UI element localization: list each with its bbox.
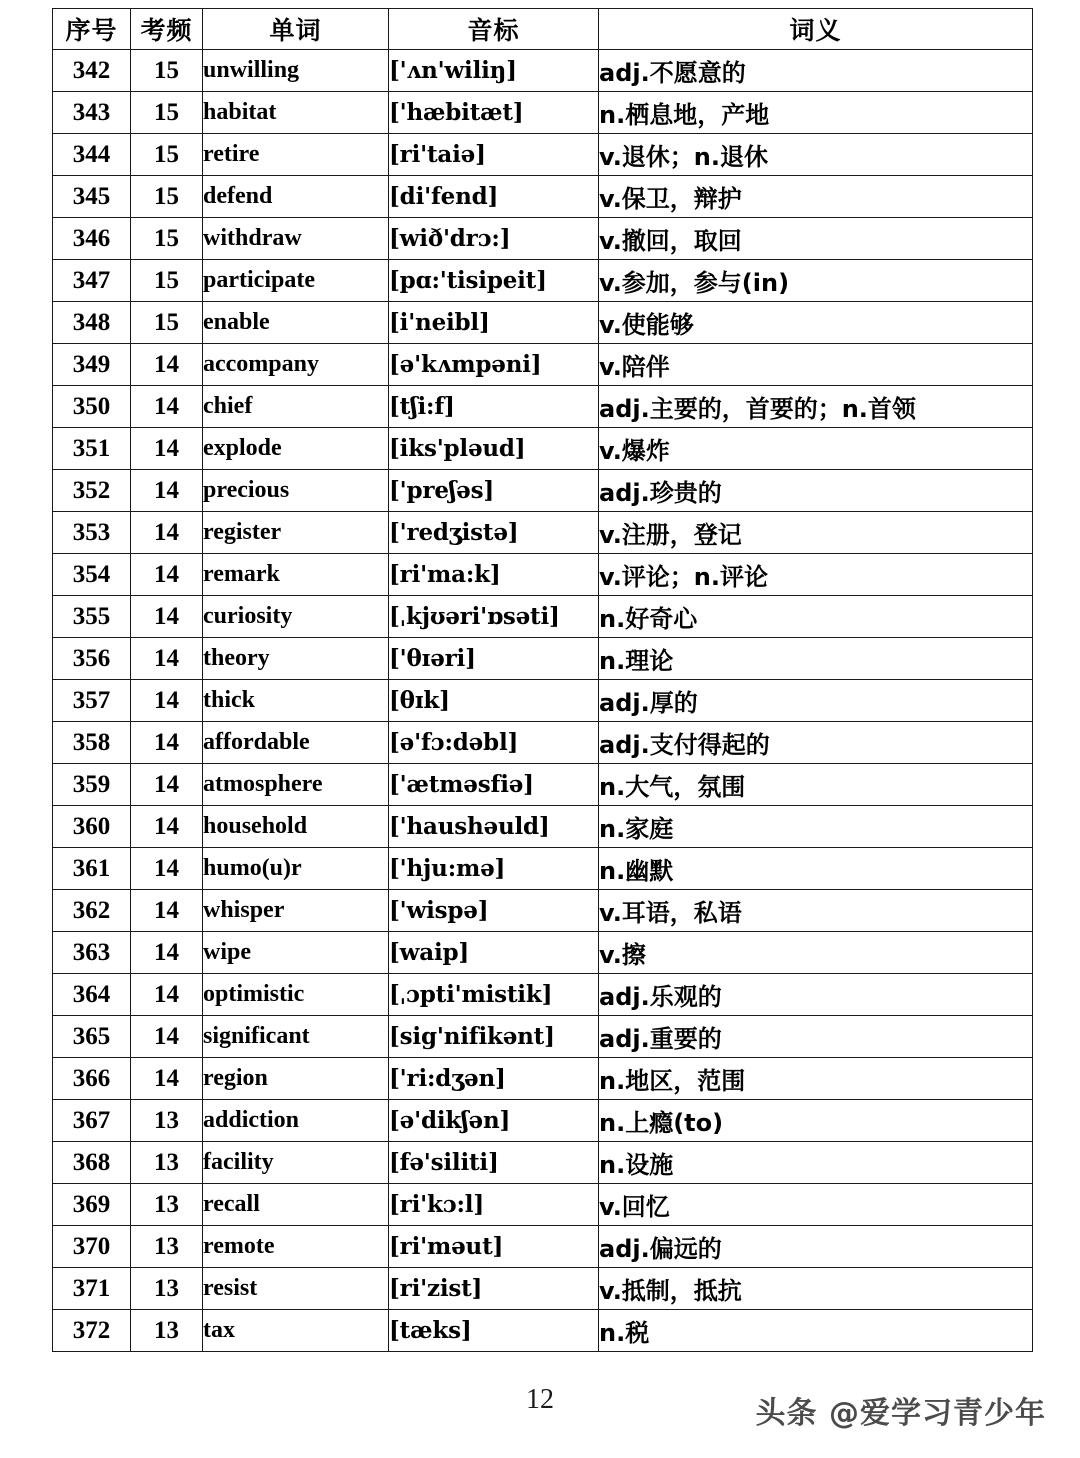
cell-word: wipe <box>203 932 389 974</box>
cell-frequency: 14 <box>131 428 203 470</box>
cell-frequency: 13 <box>131 1100 203 1142</box>
cell-frequency: 14 <box>131 680 203 722</box>
table-row <box>53 1058 1033 1100</box>
cell-frequency: 14 <box>131 344 203 386</box>
cell-meaning: v.参加，参与(in) <box>599 260 1033 302</box>
cell-word: optimistic <box>203 974 389 1016</box>
cell-phonetic: [ˌkjʊəri'ɒsəti] <box>389 596 599 638</box>
cell-word: remote <box>203 1226 389 1268</box>
cell-frequency: 14 <box>131 554 203 596</box>
cell-serial-number: 357 <box>53 680 131 722</box>
cell-serial-number: 360 <box>53 806 131 848</box>
cell-frequency: 14 <box>131 932 203 974</box>
cell-phonetic: [tæks] <box>389 1310 599 1352</box>
table-row <box>53 932 1033 974</box>
cell-meaning: v.爆炸 <box>599 428 1033 470</box>
table-row <box>53 1226 1033 1268</box>
cell-meaning: n.大气，氛围 <box>599 764 1033 806</box>
cell-frequency: 14 <box>131 386 203 428</box>
table-row <box>53 260 1033 302</box>
cell-frequency: 15 <box>131 302 203 344</box>
cell-serial-number: 343 <box>53 92 131 134</box>
cell-word: whisper <box>203 890 389 932</box>
cell-phonetic: [i'neibl] <box>389 302 599 344</box>
cell-phonetic: [waip] <box>389 932 599 974</box>
vocabulary-table <box>52 8 1033 1352</box>
cell-frequency: 14 <box>131 512 203 554</box>
cell-word: resist <box>203 1268 389 1310</box>
table-row <box>53 218 1033 260</box>
cell-meaning: n.家庭 <box>599 806 1033 848</box>
cell-serial-number: 346 <box>53 218 131 260</box>
cell-word: habitat <box>203 92 389 134</box>
cell-phonetic: [di'fend] <box>389 176 599 218</box>
table-row <box>53 722 1033 764</box>
cell-word: theory <box>203 638 389 680</box>
cell-serial-number: 358 <box>53 722 131 764</box>
cell-frequency: 14 <box>131 974 203 1016</box>
cell-frequency: 14 <box>131 1016 203 1058</box>
table-row <box>53 134 1033 176</box>
cell-serial-number: 356 <box>53 638 131 680</box>
cell-meaning: adj.乐观的 <box>599 974 1033 1016</box>
cell-frequency: 14 <box>131 596 203 638</box>
cell-meaning: n.税 <box>599 1310 1033 1352</box>
cell-serial-number: 355 <box>53 596 131 638</box>
cell-frequency: 14 <box>131 1058 203 1100</box>
cell-serial-number: 369 <box>53 1184 131 1226</box>
cell-word: register <box>203 512 389 554</box>
cell-meaning: v.使能够 <box>599 302 1033 344</box>
cell-meaning: v.保卫，辩护 <box>599 176 1033 218</box>
cell-frequency: 14 <box>131 470 203 512</box>
table-row <box>53 680 1033 722</box>
cell-word: retire <box>203 134 389 176</box>
cell-meaning: v.回忆 <box>599 1184 1033 1226</box>
table-row <box>53 470 1033 512</box>
cell-word: withdraw <box>203 218 389 260</box>
cell-serial-number: 353 <box>53 512 131 554</box>
cell-meaning: adj.重要的 <box>599 1016 1033 1058</box>
table-row <box>53 638 1033 680</box>
cell-phonetic: ['redʒistə] <box>389 512 599 554</box>
cell-serial-number: 350 <box>53 386 131 428</box>
cell-phonetic: [tʃi:f] <box>389 386 599 428</box>
cell-phonetic: [ə'fɔ:dəbl] <box>389 722 599 764</box>
table-row <box>53 1268 1033 1310</box>
cell-serial-number: 359 <box>53 764 131 806</box>
cell-meaning: n.幽默 <box>599 848 1033 890</box>
cell-phonetic: [ri'zist] <box>389 1268 599 1310</box>
cell-frequency: 13 <box>131 1142 203 1184</box>
table-row <box>53 344 1033 386</box>
cell-frequency: 13 <box>131 1184 203 1226</box>
cell-word: addiction <box>203 1100 389 1142</box>
table-row <box>53 1310 1033 1352</box>
cell-meaning: adj.支付得起的 <box>599 722 1033 764</box>
cell-serial-number: 342 <box>53 50 131 92</box>
cell-frequency: 14 <box>131 890 203 932</box>
cell-phonetic: [ˌɔpti'mistik] <box>389 974 599 1016</box>
cell-word: significant <box>203 1016 389 1058</box>
cell-serial-number: 363 <box>53 932 131 974</box>
table-row <box>53 806 1033 848</box>
cell-word: remark <box>203 554 389 596</box>
cell-phonetic: [ri'ma:k] <box>389 554 599 596</box>
cell-frequency: 15 <box>131 218 203 260</box>
cell-word: defend <box>203 176 389 218</box>
cell-phonetic: [ə'kʌmpəni] <box>389 344 599 386</box>
cell-meaning: v.注册，登记 <box>599 512 1033 554</box>
cell-meaning: n.好奇心 <box>599 596 1033 638</box>
cell-meaning: adj.厚的 <box>599 680 1033 722</box>
cell-meaning: adj.不愿意的 <box>599 50 1033 92</box>
cell-serial-number: 368 <box>53 1142 131 1184</box>
cell-word: chief <box>203 386 389 428</box>
cell-serial-number: 348 <box>53 302 131 344</box>
column-header-meaning: 词义 <box>599 9 1033 50</box>
cell-serial-number: 344 <box>53 134 131 176</box>
page-number: 12 <box>526 1384 554 1415</box>
cell-frequency: 13 <box>131 1268 203 1310</box>
cell-meaning: v.撤回，取回 <box>599 218 1033 260</box>
cell-serial-number: 372 <box>53 1310 131 1352</box>
table-row <box>53 974 1033 1016</box>
table-row <box>53 1142 1033 1184</box>
cell-serial-number: 361 <box>53 848 131 890</box>
table-row <box>53 764 1033 806</box>
cell-serial-number: 370 <box>53 1226 131 1268</box>
cell-phonetic: ['preʃəs] <box>389 470 599 512</box>
cell-word: unwilling <box>203 50 389 92</box>
cell-frequency: 14 <box>131 722 203 764</box>
column-header-freq: 考频 <box>131 9 203 50</box>
table-row <box>53 512 1033 554</box>
cell-word: enable <box>203 302 389 344</box>
cell-phonetic: [ə'dikʃən] <box>389 1100 599 1142</box>
cell-word: humo(u)r <box>203 848 389 890</box>
table-body <box>53 50 1033 1352</box>
cell-phonetic: [iks'pləud] <box>389 428 599 470</box>
cell-serial-number: 366 <box>53 1058 131 1100</box>
cell-phonetic: [pɑ:'tisipeit] <box>389 260 599 302</box>
cell-phonetic: [sig'nifikənt] <box>389 1016 599 1058</box>
cell-word: thick <box>203 680 389 722</box>
cell-serial-number: 367 <box>53 1100 131 1142</box>
cell-phonetic: ['haushəuld] <box>389 806 599 848</box>
cell-meaning: v.退休；n.退休 <box>599 134 1033 176</box>
column-header-no: 序号 <box>53 9 131 50</box>
cell-phonetic: [ri'kɔ:l] <box>389 1184 599 1226</box>
cell-frequency: 13 <box>131 1310 203 1352</box>
cell-frequency: 15 <box>131 50 203 92</box>
cell-serial-number: 351 <box>53 428 131 470</box>
cell-meaning: adj.偏远的 <box>599 1226 1033 1268</box>
table-row <box>53 50 1033 92</box>
cell-phonetic: ['hju:mə] <box>389 848 599 890</box>
cell-meaning: n.地区，范围 <box>599 1058 1033 1100</box>
cell-frequency: 15 <box>131 92 203 134</box>
cell-word: tax <box>203 1310 389 1352</box>
cell-serial-number: 347 <box>53 260 131 302</box>
cell-meaning: v.耳语，私语 <box>599 890 1033 932</box>
table-row <box>53 428 1033 470</box>
table-row <box>53 848 1033 890</box>
cell-phonetic: ['hæbitæt] <box>389 92 599 134</box>
cell-phonetic: [fə'siliti] <box>389 1142 599 1184</box>
cell-meaning: n.上瘾(to) <box>599 1100 1033 1142</box>
cell-phonetic: ['wispə] <box>389 890 599 932</box>
table-row <box>53 554 1033 596</box>
column-header-ipa: 音标 <box>389 9 599 50</box>
cell-serial-number: 352 <box>53 470 131 512</box>
table-row <box>53 176 1033 218</box>
cell-frequency: 15 <box>131 176 203 218</box>
table-row <box>53 1184 1033 1226</box>
cell-word: region <box>203 1058 389 1100</box>
cell-phonetic: [ri'taiə] <box>389 134 599 176</box>
cell-word: explode <box>203 428 389 470</box>
cell-meaning: v.评论；n.评论 <box>599 554 1033 596</box>
cell-meaning: v.陪伴 <box>599 344 1033 386</box>
cell-phonetic: ['ʌn'wiliŋ] <box>389 50 599 92</box>
cell-word: household <box>203 806 389 848</box>
cell-frequency: 14 <box>131 764 203 806</box>
vocabulary-table-container <box>52 8 1032 1352</box>
cell-meaning: n.理论 <box>599 638 1033 680</box>
cell-word: atmosphere <box>203 764 389 806</box>
cell-word: accompany <box>203 344 389 386</box>
cell-meaning: n.栖息地，产地 <box>599 92 1033 134</box>
table-header <box>53 9 1033 50</box>
cell-phonetic: ['ætməsfiə] <box>389 764 599 806</box>
cell-serial-number: 371 <box>53 1268 131 1310</box>
table-row <box>53 890 1033 932</box>
cell-frequency: 14 <box>131 806 203 848</box>
cell-phonetic: ['θɪəri] <box>389 638 599 680</box>
cell-meaning: adj.珍贵的 <box>599 470 1033 512</box>
cell-meaning: v.抵制，抵抗 <box>599 1268 1033 1310</box>
cell-meaning: n.设施 <box>599 1142 1033 1184</box>
cell-phonetic: ['ri:dʒən] <box>389 1058 599 1100</box>
cell-word: curiosity <box>203 596 389 638</box>
cell-word: participate <box>203 260 389 302</box>
cell-serial-number: 345 <box>53 176 131 218</box>
cell-frequency: 14 <box>131 848 203 890</box>
column-header-word: 单词 <box>203 9 389 50</box>
table-row <box>53 302 1033 344</box>
cell-meaning: v.擦 <box>599 932 1033 974</box>
cell-serial-number: 349 <box>53 344 131 386</box>
cell-word: recall <box>203 1184 389 1226</box>
cell-phonetic: [θɪk] <box>389 680 599 722</box>
cell-phonetic: [wið'drɔ:] <box>389 218 599 260</box>
cell-serial-number: 364 <box>53 974 131 1016</box>
cell-meaning: adj.主要的，首要的；n.首领 <box>599 386 1033 428</box>
cell-frequency: 15 <box>131 134 203 176</box>
table-row <box>53 92 1033 134</box>
table-row <box>53 1016 1033 1058</box>
cell-serial-number: 365 <box>53 1016 131 1058</box>
cell-serial-number: 354 <box>53 554 131 596</box>
cell-frequency: 14 <box>131 638 203 680</box>
table-row <box>53 1100 1033 1142</box>
watermark: 头条 @爱学习青少年 <box>755 1396 1046 1431</box>
table-row <box>53 596 1033 638</box>
cell-phonetic: [ri'məut] <box>389 1226 599 1268</box>
cell-word: precious <box>203 470 389 512</box>
cell-word: affordable <box>203 722 389 764</box>
cell-serial-number: 362 <box>53 890 131 932</box>
cell-frequency: 15 <box>131 260 203 302</box>
table-header-row <box>53 9 1033 50</box>
table-row <box>53 386 1033 428</box>
cell-frequency: 13 <box>131 1226 203 1268</box>
cell-word: facility <box>203 1142 389 1184</box>
